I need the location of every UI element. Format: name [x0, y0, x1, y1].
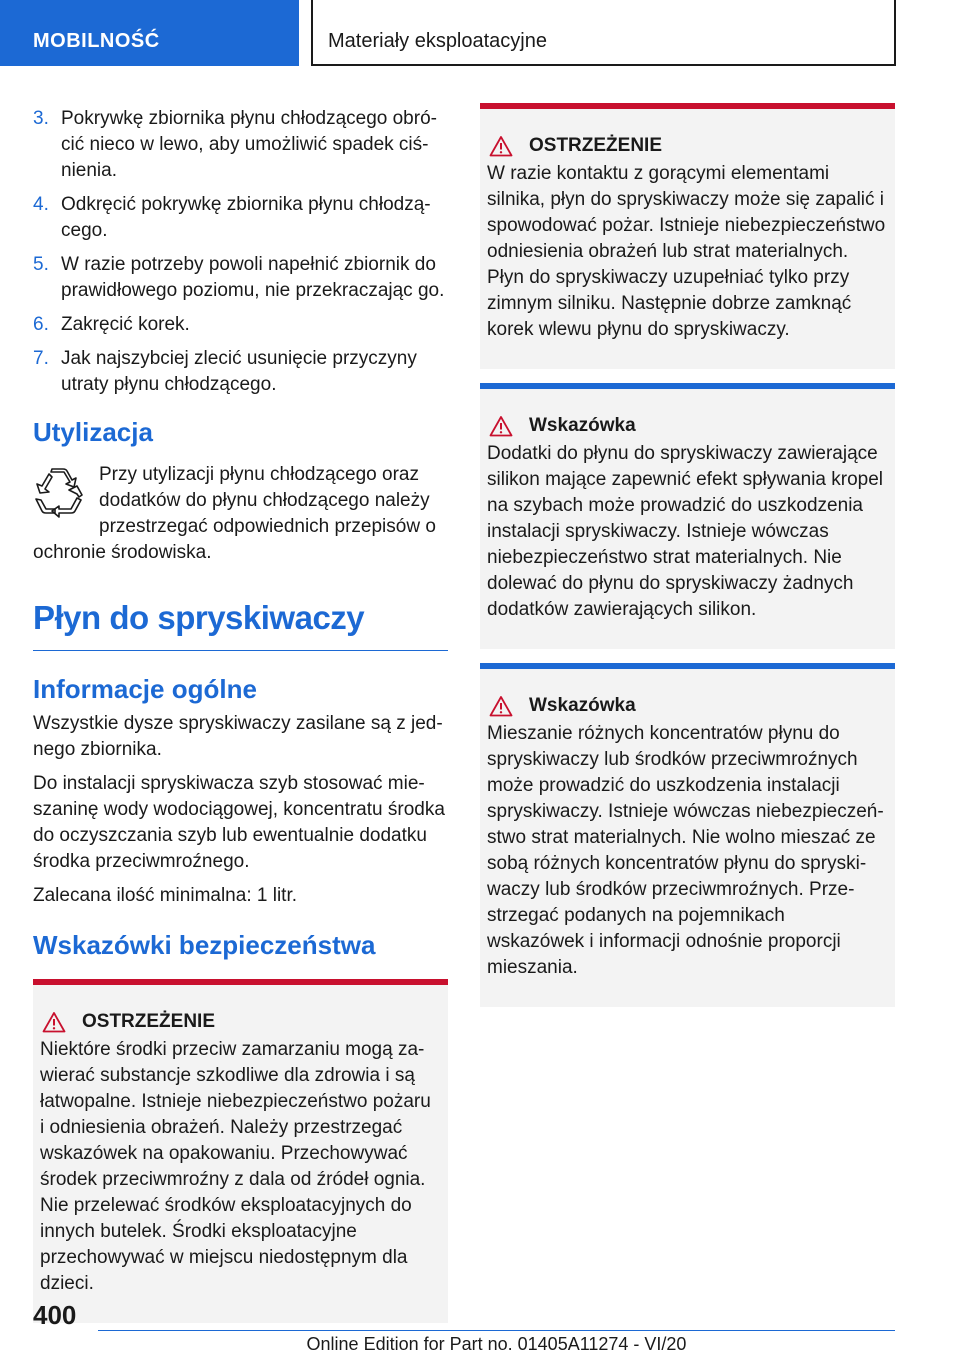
warning-triangle-icon	[489, 415, 513, 437]
paragraph: Do instalacji spryskiwacza szyb stosować mieszaninę wody wodociągowej, koncentratu środka do oczyszczania szyb lub ewentualnie dodatku środka przeciwmroźnego.	[33, 773, 445, 872]
step-number: 7.	[33, 348, 49, 369]
list-item	[33, 106, 448, 184]
paragraph: Wszystkie dysze spryskiwaczy zasilane są z jednego zbiornika.	[33, 713, 443, 760]
general-info	[33, 711, 448, 909]
warning-box	[480, 103, 895, 369]
note-title: Wskazówka	[529, 415, 636, 436]
general-info-heading: Informacje ogólne	[33, 674, 257, 704]
steps-list	[33, 106, 448, 398]
list-item	[33, 192, 448, 244]
recycle-icon	[33, 466, 83, 522]
warning-box	[33, 979, 448, 1323]
list-item	[33, 346, 448, 398]
step-text: Zakręcić korek.	[61, 314, 190, 335]
warning-triangle-icon	[489, 695, 513, 717]
right-column	[480, 103, 895, 1007]
step-number: 5.	[33, 254, 49, 275]
left-column	[33, 106, 448, 1323]
paragraph: Zalecana ilość minimalna: 1 litr.	[33, 885, 297, 906]
washer-fluid-heading: Płyn do spryskiwaczy	[33, 596, 448, 651]
note-box	[480, 663, 895, 1007]
disposal-text: Przy utylizacji płynu chłodzącego oraz dodatków do płynu chłodzącego należy przestrzegać odpowiednich przepisów o ochronie środowiska.	[33, 464, 436, 563]
list-item	[33, 312, 448, 338]
list-item	[33, 252, 448, 304]
note-box	[480, 383, 895, 649]
step-text: W razie potrzeby powoli napełnić zbiornik do prawidłowego poziomu, nie przekraczając go.	[61, 254, 445, 301]
note-title: Wskazówka	[529, 695, 636, 716]
section-tab: MOBILNOŚĆ	[0, 0, 299, 66]
step-number: 6.	[33, 314, 49, 335]
note-text: Dodatki do płynu do spryskiwaczy zawierające silikon mające zapewnić efekt spływania kropel na szybach może prowadzić do uszkodzenia instalacji spryskiwaczy. Istnieje wówczas niebezpieczeństwo strat materialnych. Nie dolewać do płynu do spryskiwaczy żadnych dodatków zawierających silikon.	[487, 443, 884, 620]
step-text: Odkręcić pokrywkę zbiornika płynu chłodzącego.	[61, 194, 431, 241]
step-number: 4.	[33, 194, 49, 215]
page-number: 400	[33, 1300, 77, 1330]
disposal-section	[33, 462, 448, 566]
warning-triangle-icon	[42, 1011, 66, 1033]
step-text: Jak najszybciej zlecić usunięcie przyczyny utraty płynu chłodzącego.	[61, 348, 417, 395]
step-number: 3.	[33, 108, 49, 129]
warning-title: OSTRZEŻENIE	[82, 1011, 216, 1032]
warning-title: OSTRZEŻENIE	[529, 135, 663, 156]
step-text: Pokrywkę zbiornika płynu chłodzącego obrócić nieco w lewo, aby umożliwić spadek ciśnienia.	[61, 108, 437, 181]
warning-text: Niektóre środki przeciw zamarzaniu mogą zawierać substancje szkodliwe dla zdrowia i są łatwopalne. Istnieje niebezpieczeństwo pożaru i odniesienia obrażeń. Należy przestrzegać wskazówek na opakowaniu. Przechowywać środek przeciwmroźny z dala od źródeł ognia. Nie przelewać środków eksploatacyjnych do innych butelek. Środki eksploatacyjne przechowywać w miejscu niedostępnym dla dzieci.	[40, 1039, 431, 1294]
safety-heading: Wskazówki bezpieczeństwa	[33, 930, 376, 960]
warning-text: W razie kontaktu z gorącymi elementami silnika, płyn do spryskiwaczy może się zapalić i spowodować pożar. Istnieje niebezpieczeństwo odniesienia obrażeń lub strat materialnych. Płyn do spryskiwaczy uzupełniać tylko przy zimnym silniku. Następnie dobrze zamknąć korek wlewu płynu do spryskiwaczy.	[487, 163, 886, 340]
edition-info: Online Edition for Part no. 01405A11274 - VI/20	[306, 1334, 687, 1354]
warning-triangle-icon	[489, 135, 513, 157]
note-text: Mieszanie różnych koncentratów płynu do spryskiwaczy lub środków przeciwmroźnych może prowadzić do uszkodzenia instalacji spryskiwaczy. Istnieje wówczas niebezpieczeństwo strat materialnych. Nie wolno mieszać ze sobą różnych koncentratów płynu do spryskiwaczy lub środków przeciwmroźnych. Przestrzegać podanych na pojemnikach wskazówek i informacji odnośnie proporcji mieszania.	[487, 723, 884, 978]
chapter-title: Materiały eksploatacyjne	[311, 0, 896, 66]
disposal-heading: Utylizacja	[33, 417, 153, 447]
